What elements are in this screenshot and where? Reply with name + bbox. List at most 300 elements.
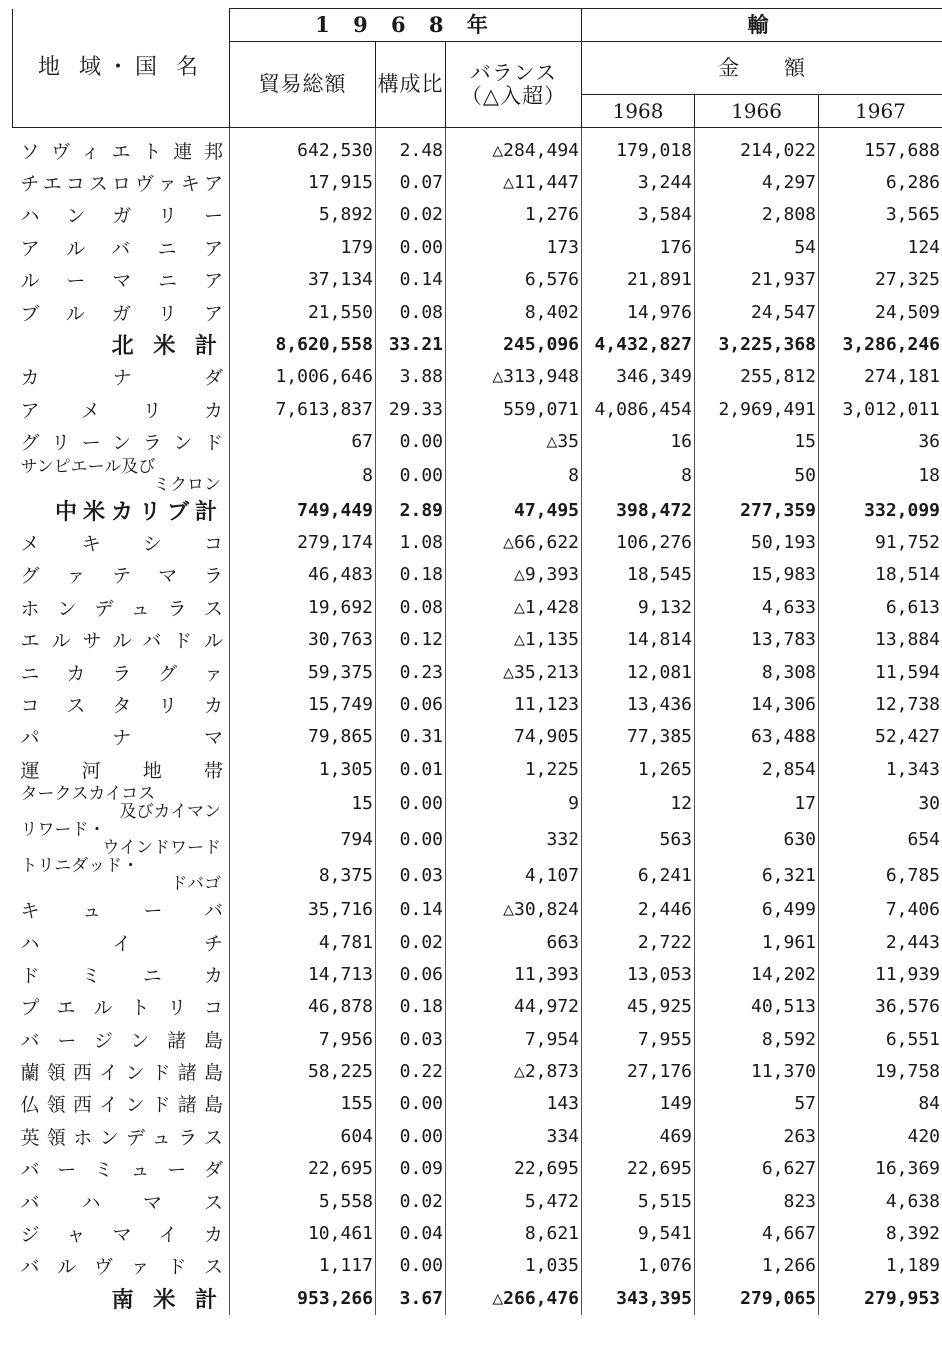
cell-share: 0.09 [376, 1153, 446, 1185]
cell-v1966: 14,202 [695, 958, 819, 990]
cell-balance: △9,393 [446, 559, 582, 591]
cell-v1967: 4,638 [819, 1185, 942, 1217]
table-row [13, 753, 942, 785]
cell-share: 0.08 [376, 591, 446, 623]
table-row [13, 721, 942, 753]
cell-v1968: 4,086,454 [582, 393, 695, 425]
cell-v1966: 277,359 [695, 494, 819, 526]
total-row [13, 328, 942, 360]
cell-v1966: 15 [695, 426, 819, 458]
cell-v1968: 343,395 [582, 1282, 695, 1314]
cell-v1967: 19,758 [819, 1055, 942, 1087]
table-row [13, 991, 942, 1023]
table-row [13, 166, 942, 198]
cell-total: 30,763 [230, 623, 376, 655]
region-name: ホンデュラス [13, 591, 230, 623]
region-name: グリーンランド [13, 426, 230, 458]
cell-v1968: 14,814 [582, 623, 695, 655]
cell-v1968: 18,545 [582, 559, 695, 591]
cell-total: 35,716 [230, 893, 376, 925]
region-name [13, 458, 230, 494]
cell-v1968: 16 [582, 426, 695, 458]
cell-v1967: 279,953 [819, 1282, 942, 1314]
cell-total: 794 [230, 821, 376, 857]
cell-v1967: 654 [819, 821, 942, 857]
cell-total: 22,695 [230, 1153, 376, 1185]
table-row [13, 926, 942, 958]
cell-v1967: 274,181 [819, 361, 942, 393]
cell-v1967: 332,099 [819, 494, 942, 526]
cell-v1966: 17 [695, 785, 819, 821]
cell-v1967: 1,189 [819, 1250, 942, 1282]
cell-share: 0.18 [376, 559, 446, 591]
total-row [13, 1282, 942, 1314]
region-name-line2: ドバゴ [170, 874, 221, 895]
table-row [13, 361, 942, 393]
cell-share: 0.03 [376, 857, 446, 893]
cell-balance: 1,225 [446, 753, 582, 785]
cell-total: 155 [230, 1088, 376, 1120]
cell-total: 8,375 [230, 857, 376, 893]
cell-share: 0.00 [376, 231, 446, 263]
table-row [13, 1153, 942, 1185]
cell-v1966: 63,488 [695, 721, 819, 753]
balance-header-line2: （△入超） [460, 83, 567, 108]
cell-balance: 8,402 [446, 296, 582, 328]
trade-table [12, 8, 942, 1315]
cell-share: 3.88 [376, 361, 446, 393]
region-name: ブルガリア [13, 296, 230, 328]
cell-v1968: 21,891 [582, 264, 695, 296]
region-name: プエルトリコ [13, 991, 230, 1023]
region-name: エルサルバドル [13, 623, 230, 655]
cell-total: 59,375 [230, 656, 376, 688]
cell-total: 17,915 [230, 166, 376, 198]
cell-v1967: 2,443 [819, 926, 942, 958]
region-name [13, 821, 230, 857]
cell-v1968: 2,446 [582, 893, 695, 925]
cell-v1967: 420 [819, 1120, 942, 1152]
cell-balance: 7,954 [446, 1023, 582, 1055]
import-group-header: 輸 [582, 9, 942, 42]
cell-balance: 6,576 [446, 264, 582, 296]
cell-total: 19,692 [230, 591, 376, 623]
cell-v1968: 3,584 [582, 199, 695, 231]
cell-total: 1,117 [230, 1250, 376, 1282]
cell-total: 749,449 [230, 494, 376, 526]
balance-header [446, 42, 582, 128]
cell-share: 0.18 [376, 991, 446, 1023]
cell-v1967: 3,012,011 [819, 393, 942, 425]
cell-share: 0.02 [376, 1185, 446, 1217]
table-row [13, 1217, 942, 1249]
cell-v1967: 3,565 [819, 199, 942, 231]
region-name: バーミューダ [13, 1153, 230, 1185]
cell-share: 0.00 [376, 458, 446, 494]
cell-v1968: 27,176 [582, 1055, 695, 1087]
cell-share: 0.08 [376, 296, 446, 328]
cell-balance: 8 [446, 458, 582, 494]
cell-balance: 22,695 [446, 1153, 582, 1185]
cell-v1966: 40,513 [695, 991, 819, 1023]
cell-share: 0.02 [376, 199, 446, 231]
cell-v1967: 157,688 [819, 128, 942, 167]
cell-total: 642,530 [230, 128, 376, 167]
cell-v1966: 2,969,491 [695, 393, 819, 425]
region-name: バルヴァドス [13, 1250, 230, 1282]
cell-total: 37,134 [230, 264, 376, 296]
cell-v1967: 3,286,246 [819, 328, 942, 360]
cell-total: 14,713 [230, 958, 376, 990]
region-name-line1: トリニダッド・ [20, 856, 140, 877]
cell-balance: 332 [446, 821, 582, 857]
cell-share: 1.08 [376, 526, 446, 558]
cell-share: 33.21 [376, 328, 446, 360]
cell-v1966: 50 [695, 458, 819, 494]
share-header: 構成比 [376, 42, 446, 128]
cell-v1967: 6,551 [819, 1023, 942, 1055]
cell-v1967: 11,939 [819, 958, 942, 990]
cell-v1966: 4,297 [695, 166, 819, 198]
region-name [13, 857, 230, 893]
cell-share: 2.48 [376, 128, 446, 167]
cell-total: 4,781 [230, 926, 376, 958]
table-row [13, 893, 942, 925]
cell-v1968: 8 [582, 458, 695, 494]
cell-v1968: 2,722 [582, 926, 695, 958]
region-name-line2: 及びカイマン [119, 802, 221, 823]
year-1967-header: 1967 [819, 95, 942, 128]
cell-balance: 44,972 [446, 991, 582, 1023]
cell-v1966: 57 [695, 1088, 819, 1120]
cell-total: 15 [230, 785, 376, 821]
cell-v1968: 469 [582, 1120, 695, 1152]
cell-balance: △30,824 [446, 893, 582, 925]
table-row [13, 1120, 942, 1152]
cell-v1968: 45,925 [582, 991, 695, 1023]
cell-v1967: 124 [819, 231, 942, 263]
cell-v1968: 563 [582, 821, 695, 857]
cell-total: 10,461 [230, 1217, 376, 1249]
region-name: 北 米 計 [13, 328, 230, 360]
total-row [13, 494, 942, 526]
cell-balance: △35 [446, 426, 582, 458]
cell-v1968: 176 [582, 231, 695, 263]
table-row [13, 958, 942, 990]
cell-v1968: 1,265 [582, 753, 695, 785]
table-row [13, 559, 942, 591]
cell-v1966: 2,854 [695, 753, 819, 785]
cell-balance: △11,447 [446, 166, 582, 198]
cell-v1966: 255,812 [695, 361, 819, 393]
cell-v1966: 214,022 [695, 128, 819, 167]
cell-v1967: 36 [819, 426, 942, 458]
cell-v1967: 18 [819, 458, 942, 494]
cell-v1968: 22,695 [582, 1153, 695, 1185]
cell-balance: 245,096 [446, 328, 582, 360]
cell-v1967: 1,343 [819, 753, 942, 785]
cell-balance: 8,621 [446, 1217, 582, 1249]
cell-total: 5,558 [230, 1185, 376, 1217]
table-row [13, 688, 942, 720]
table-row [13, 857, 942, 893]
cell-balance: 47,495 [446, 494, 582, 526]
region-name-line2: ミクロン [153, 474, 221, 495]
cell-v1967: 7,406 [819, 893, 942, 925]
cell-v1966: 50,193 [695, 526, 819, 558]
region-name: 中米カリブ計 [13, 494, 230, 526]
cell-v1966: 4,633 [695, 591, 819, 623]
region-name: ソヴィエト連邦 [13, 128, 230, 167]
year-1966-header: 1966 [695, 95, 819, 128]
cell-v1966: 14,306 [695, 688, 819, 720]
cell-share: 2.89 [376, 494, 446, 526]
table-row [13, 296, 942, 328]
cell-balance: 143 [446, 1088, 582, 1120]
region-name: グァテマラ [13, 559, 230, 591]
cell-balance: 11,393 [446, 958, 582, 990]
cell-v1967: 16,369 [819, 1153, 942, 1185]
cell-v1967: 6,613 [819, 591, 942, 623]
cell-v1968: 1,076 [582, 1250, 695, 1282]
cell-share: 0.00 [376, 1088, 446, 1120]
cell-share: 0.01 [376, 753, 446, 785]
table-row [13, 199, 942, 231]
cell-share: 0.07 [376, 166, 446, 198]
cell-v1966: 8,308 [695, 656, 819, 688]
cell-balance: 173 [446, 231, 582, 263]
region-name: ハイチ [13, 926, 230, 958]
cell-share: 0.14 [376, 893, 446, 925]
cell-v1967: 13,884 [819, 623, 942, 655]
region-name-line1: サンピエール及び [20, 456, 156, 477]
cell-v1967: 52,427 [819, 721, 942, 753]
cell-share: 0.31 [376, 721, 446, 753]
cell-total: 1,305 [230, 753, 376, 785]
region-header: 地 域・国 名 [13, 9, 230, 128]
cell-share: 0.00 [376, 1250, 446, 1282]
cell-balance: △66,622 [446, 526, 582, 558]
cell-total: 7,956 [230, 1023, 376, 1055]
cell-total: 46,483 [230, 559, 376, 591]
balance-header-line1: バランス [469, 61, 558, 86]
table-row [13, 623, 942, 655]
cell-v1966: 54 [695, 231, 819, 263]
cell-v1967: 18,514 [819, 559, 942, 591]
cell-v1968: 4,432,827 [582, 328, 695, 360]
cell-v1967: 8,392 [819, 1217, 942, 1249]
cell-v1968: 12 [582, 785, 695, 821]
region-name-line1: リワード・ [20, 820, 106, 841]
table-row [13, 1250, 942, 1282]
cell-share: 0.06 [376, 958, 446, 990]
cell-balance: △35,213 [446, 656, 582, 688]
cell-v1966: 24,547 [695, 296, 819, 328]
region-name: バージン諸島 [13, 1023, 230, 1055]
cell-balance: 9 [446, 785, 582, 821]
table-row [13, 526, 942, 558]
cell-v1968: 9,541 [582, 1217, 695, 1249]
cell-v1966: 1,266 [695, 1250, 819, 1282]
table-row [13, 1088, 942, 1120]
region-name: コスタリカ [13, 688, 230, 720]
cell-share: 3.67 [376, 1282, 446, 1314]
table-row [13, 426, 942, 458]
cell-v1968: 179,018 [582, 128, 695, 167]
cell-total: 604 [230, 1120, 376, 1152]
cell-share: 0.00 [376, 821, 446, 857]
cell-total: 953,266 [230, 1282, 376, 1314]
cell-v1967: 36,576 [819, 991, 942, 1023]
table-row [13, 591, 942, 623]
cell-total: 5,892 [230, 199, 376, 231]
cell-share: 0.06 [376, 688, 446, 720]
cell-v1968: 12,081 [582, 656, 695, 688]
region-name-line2: ウインドワード [102, 838, 221, 859]
cell-v1966: 2,808 [695, 199, 819, 231]
cell-v1968: 5,515 [582, 1185, 695, 1217]
cell-balance: 334 [446, 1120, 582, 1152]
table-row [13, 1023, 942, 1055]
table-header [13, 9, 942, 128]
region-name: 英領ホンデュラス [13, 1120, 230, 1152]
region-name: 仏領西インド諸島 [13, 1088, 230, 1120]
region-name: アメリカ [13, 393, 230, 425]
cell-balance: 1,035 [446, 1250, 582, 1282]
cell-v1966: 3,225,368 [695, 328, 819, 360]
cell-v1966: 6,499 [695, 893, 819, 925]
cell-v1966: 4,667 [695, 1217, 819, 1249]
region-name: ドミニカ [13, 958, 230, 990]
table-row [13, 1185, 942, 1217]
cell-v1967: 30 [819, 785, 942, 821]
cell-v1968: 13,436 [582, 688, 695, 720]
cell-total: 67 [230, 426, 376, 458]
region-name: ニカラグァ [13, 656, 230, 688]
cell-v1966: 13,783 [695, 623, 819, 655]
year-group-header: 1 9 6 8 年 [230, 9, 582, 42]
table-body [13, 128, 942, 1315]
year-1968-header: 1968 [582, 95, 695, 128]
cell-balance: △1,135 [446, 623, 582, 655]
cell-v1967: 11,594 [819, 656, 942, 688]
cell-total: 279,174 [230, 526, 376, 558]
cell-total: 21,550 [230, 296, 376, 328]
cell-v1968: 3,244 [582, 166, 695, 198]
cell-share: 29.33 [376, 393, 446, 425]
cell-v1966: 11,370 [695, 1055, 819, 1087]
cell-v1966: 6,627 [695, 1153, 819, 1185]
cell-balance: △284,494 [446, 128, 582, 167]
cell-v1966: 1,961 [695, 926, 819, 958]
cell-v1966: 279,065 [695, 1282, 819, 1314]
cell-balance: 74,905 [446, 721, 582, 753]
cell-share: 0.00 [376, 785, 446, 821]
cell-v1968: 7,955 [582, 1023, 695, 1055]
cell-share: 0.00 [376, 1120, 446, 1152]
cell-v1967: 24,509 [819, 296, 942, 328]
cell-balance: 663 [446, 926, 582, 958]
cell-total: 7,613,837 [230, 393, 376, 425]
cell-balance: 4,107 [446, 857, 582, 893]
cell-v1967: 6,785 [819, 857, 942, 893]
cell-total: 8,620,558 [230, 328, 376, 360]
table-row [13, 231, 942, 263]
cell-balance: 1,276 [446, 199, 582, 231]
table-row [13, 264, 942, 296]
region-name: パナマ [13, 721, 230, 753]
cell-v1966: 8,592 [695, 1023, 819, 1055]
cell-share: 0.14 [376, 264, 446, 296]
region-name: 南 米 計 [13, 1282, 230, 1314]
cell-share: 0.12 [376, 623, 446, 655]
amount-header: 金 額 [582, 42, 942, 95]
region-name: 蘭領西インド諸島 [13, 1055, 230, 1087]
cell-balance: 11,123 [446, 688, 582, 720]
region-name: メキシコ [13, 526, 230, 558]
cell-v1967: 84 [819, 1088, 942, 1120]
cell-share: 0.22 [376, 1055, 446, 1087]
cell-v1968: 6,241 [582, 857, 695, 893]
cell-v1966: 630 [695, 821, 819, 857]
cell-balance: 5,472 [446, 1185, 582, 1217]
cell-v1966: 263 [695, 1120, 819, 1152]
region-name: バハマス [13, 1185, 230, 1217]
region-name [13, 785, 230, 821]
cell-v1967: 91,752 [819, 526, 942, 558]
region-name: キューバ [13, 893, 230, 925]
table-row [13, 785, 942, 821]
region-name: チエコスロヴァキア [13, 166, 230, 198]
cell-v1967: 27,325 [819, 264, 942, 296]
table-row [13, 393, 942, 425]
cell-share: 0.03 [376, 1023, 446, 1055]
cell-total: 46,878 [230, 991, 376, 1023]
region-name: ハンガリー [13, 199, 230, 231]
cell-balance: △2,873 [446, 1055, 582, 1087]
region-name-line1: タークスカイコス [20, 784, 156, 805]
cell-v1968: 149 [582, 1088, 695, 1120]
cell-share: 0.23 [376, 656, 446, 688]
cell-v1968: 346,349 [582, 361, 695, 393]
table-row [13, 656, 942, 688]
cell-balance: △1,428 [446, 591, 582, 623]
region-name: アルバニア [13, 231, 230, 263]
cell-balance: △266,476 [446, 1282, 582, 1314]
region-name: 運河地帯 [13, 753, 230, 785]
table-row [13, 458, 942, 494]
cell-v1967: 6,286 [819, 166, 942, 198]
table-row [13, 128, 942, 167]
cell-v1966: 21,937 [695, 264, 819, 296]
cell-v1968: 13,053 [582, 958, 695, 990]
cell-share: 0.02 [376, 926, 446, 958]
cell-v1966: 823 [695, 1185, 819, 1217]
cell-share: 0.04 [376, 1217, 446, 1249]
cell-v1968: 398,472 [582, 494, 695, 526]
cell-v1968: 106,276 [582, 526, 695, 558]
cell-total: 79,865 [230, 721, 376, 753]
cell-balance: △313,948 [446, 361, 582, 393]
table-row [13, 821, 942, 857]
cell-total: 1,006,646 [230, 361, 376, 393]
cell-share: 0.00 [376, 426, 446, 458]
region-name: ルーマニア [13, 264, 230, 296]
cell-v1966: 15,983 [695, 559, 819, 591]
total-header: 貿易総額 [230, 42, 376, 128]
cell-v1968: 14,976 [582, 296, 695, 328]
table-row [13, 1055, 942, 1087]
